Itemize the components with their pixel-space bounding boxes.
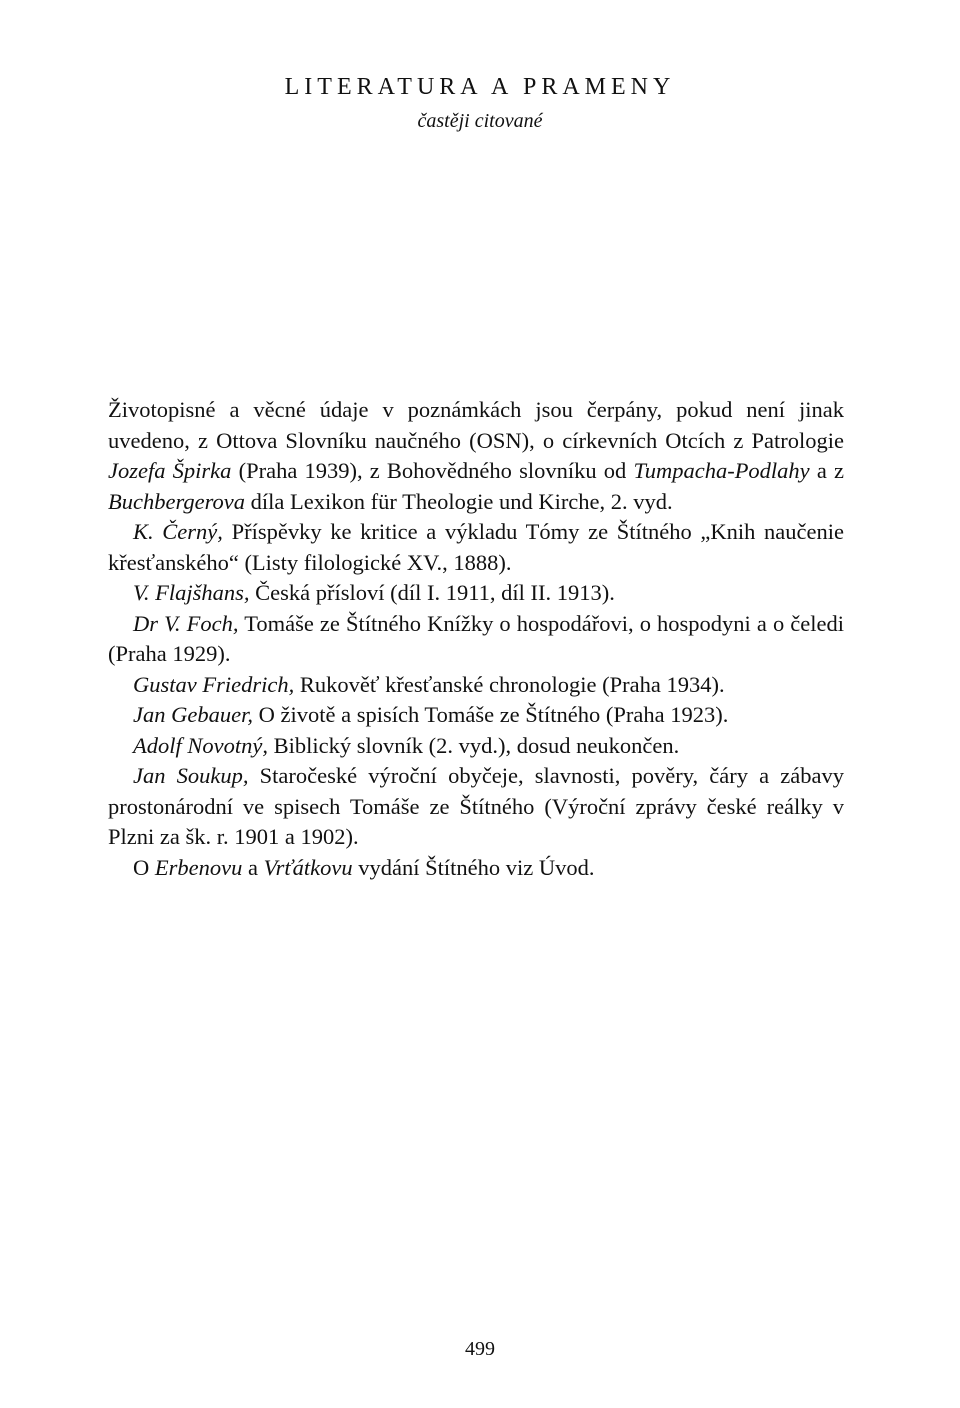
editor-name: Vrťátkovu	[263, 854, 353, 880]
editor-name: Erbenovu	[154, 854, 243, 880]
author-name: Tumpacha-Podlahy	[633, 458, 810, 483]
intro-paragraph	[108, 395, 844, 517]
intro-text: (Praha 1939), z Bohovědného slovníku od	[231, 458, 634, 483]
intro-text: Životopisné a věcné údaje v poznámkách jsou čerpány, pokud není jinak uvedeno, z Ottova Slovníku naučného (OSN), o církevních Otcích z Patrologie	[108, 397, 844, 453]
entry-author: Dr V. Foch,	[133, 610, 239, 636]
entry-text: Tomáše ze Štítného Knížky o hospodářovi, o hospodyni a o čeledi (Praha 1929).	[108, 610, 844, 666]
bibliography-entry	[108, 761, 844, 853]
entry-text: Česká přísloví (díl I. 1911, díl II. 1913).	[249, 580, 615, 605]
page-number: 499	[465, 1338, 495, 1360]
closing-note	[108, 853, 844, 884]
entry-text: Staročeské výroční obyčeje, slavnosti, pověry, čáry a zábavy prostonárodní ve spisech Tomáše ze Štítného (Výroční zprávy české reálky v Plzni za šk. r. 1901 a 1902).	[108, 763, 844, 849]
entry-text: Příspěvky ke kritice a výkladu Tómy ze Štítného „Knih naučenie křesťanského“ (Listy filologické XV., 1888).	[108, 519, 844, 575]
entry-author: Jan Soukup,	[133, 763, 249, 788]
intro-text: a z	[809, 458, 844, 483]
closing-text: vydání Štítného viz Úvod.	[352, 854, 595, 880]
entry-author: Gustav Friedrich,	[133, 671, 295, 697]
bibliography-entry	[108, 670, 844, 701]
entry-text: O životě a spisích Tomáše ze Štítného (Praha 1923).	[252, 702, 729, 727]
entry-author: Adolf Novotný,	[133, 732, 268, 758]
intro-text: díla Lexikon für Theologie und Kirche, 2. vyd.	[245, 488, 673, 514]
page-subtitle: častěji citované	[417, 110, 543, 132]
entry-author: V. Flajšhans,	[133, 580, 250, 605]
bibliography-entry	[108, 700, 844, 731]
bibliography-entry	[108, 609, 844, 670]
entry-text: Biblický slovník (2. vyd.), dosud neukončen.	[267, 732, 680, 758]
entry-author: K. Černý,	[133, 519, 223, 544]
bibliography-entry	[108, 731, 844, 762]
bibliography-entry	[108, 517, 844, 578]
bibliography-entry	[108, 578, 844, 609]
entry-text: Rukověť křesťanské chronologie (Praha 1934).	[294, 671, 725, 697]
author-name: Buchbergerova	[108, 488, 246, 514]
page-title: LITERATURA A PRAMENY	[284, 74, 676, 100]
author-name: Jozefa Špirka	[108, 458, 232, 483]
bibliography-body	[108, 395, 844, 883]
closing-text: a	[242, 854, 264, 880]
entry-author: Jan Gebauer,	[133, 702, 253, 727]
closing-text: O	[133, 854, 155, 880]
